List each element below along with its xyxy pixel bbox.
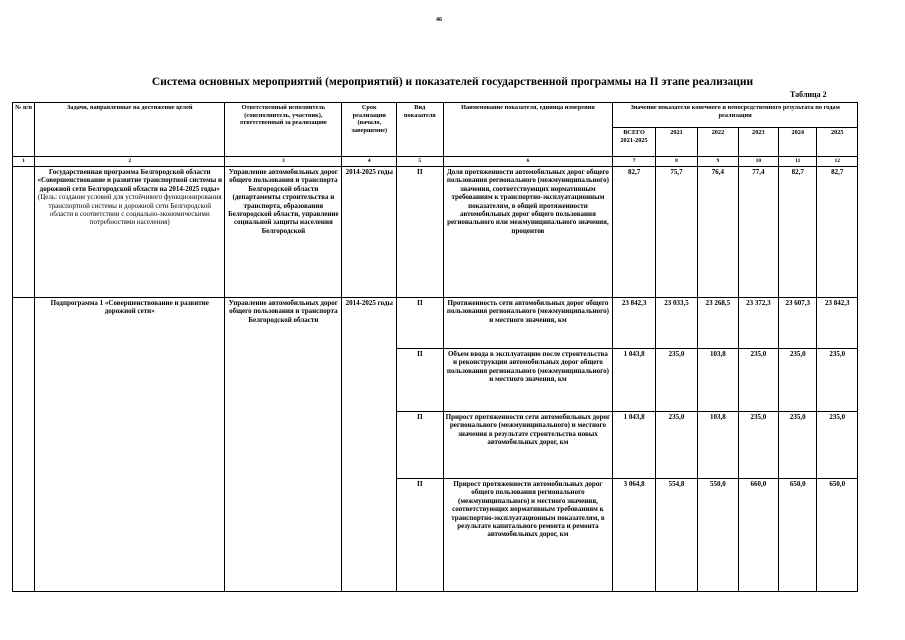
indicator-name-cell: Доля протяженности автомобильных дорог общего пользования регионального (межмуниципального) значения, соответствующих нормативным требованиям к транспортно-эксплуатационным показателям, в общей протяженности автомобильных дорог общего пользования регионального или межмуниципального значения, процентов xyxy=(443,167,613,298)
year-value: 23 033,5 xyxy=(655,298,697,349)
indicator-type-cell: П xyxy=(397,167,443,298)
program-goal: (Цель: создание условий для устойчивого функционирования транспортной системы и дорожной сети Белгородской области в соответствии с социально-экономическими потребностями населения) xyxy=(37,193,222,227)
column-number-row xyxy=(13,157,858,167)
indicator-type-cell: П xyxy=(397,479,443,592)
column-number: 4 xyxy=(342,157,397,167)
total-value: 23 842,3 xyxy=(613,298,655,349)
year-value: 235,0 xyxy=(738,412,778,479)
total-value: 1 043,8 xyxy=(613,412,655,479)
year-value: 103,8 xyxy=(698,349,738,412)
header-num: № п/п xyxy=(13,103,35,157)
header-year: 2024 xyxy=(779,128,817,157)
year-value: 235,0 xyxy=(817,412,858,479)
year-value: 650,0 xyxy=(817,479,858,592)
indicator-name-cell: Протяженность сети автомобильных дорог общего пользования регионального (межмуниципального) и местного значения, км xyxy=(443,298,613,349)
total-value: 1 043,8 xyxy=(613,349,655,412)
total-value: 82,7 xyxy=(613,167,655,298)
program-table xyxy=(12,102,858,592)
year-value: 82,7 xyxy=(779,167,817,298)
period-cell: 2014-2025 годы xyxy=(342,167,397,298)
header-indicator-name: Наименование показателя, единица измерения xyxy=(443,103,613,157)
row-num xyxy=(13,298,35,592)
column-number: 3 xyxy=(225,157,342,167)
column-number: 11 xyxy=(779,157,817,167)
column-number: 10 xyxy=(738,157,778,167)
column-number: 9 xyxy=(698,157,738,167)
year-value: 235,0 xyxy=(738,349,778,412)
header-values-group: Значение показателя конечного и непосредственного результата по годам реализации xyxy=(613,103,858,128)
header-tasks: Задачи, направленные на достижение целей xyxy=(35,103,225,157)
year-value: 82,7 xyxy=(817,167,858,298)
year-value: 75,7 xyxy=(655,167,697,298)
header-indicator-type: Вид показателя xyxy=(397,103,443,157)
year-value: 76,4 xyxy=(698,167,738,298)
total-value: 3 064,8 xyxy=(613,479,655,592)
task-cell xyxy=(35,167,225,298)
document-title: Система основных мероприятий (мероприятий) и показателей государственной программы на II этапе реализации xyxy=(151,76,754,88)
header-row-1 xyxy=(13,103,858,128)
column-number: 8 xyxy=(655,157,697,167)
year-value: 554,8 xyxy=(655,479,697,592)
subprogram-title-cell: Подпрограмма 1 «Совершенствование и развитие дорожной сети» xyxy=(35,298,225,592)
year-value: 235,0 xyxy=(779,349,817,412)
year-value: 77,4 xyxy=(738,167,778,298)
year-value: 235,0 xyxy=(655,412,697,479)
year-value: 235,0 xyxy=(655,349,697,412)
subprogram-period-cell: 2014-2025 годы xyxy=(342,298,397,592)
column-number: 6 xyxy=(443,157,613,167)
year-value: 235,0 xyxy=(779,412,817,479)
year-value: 103,8 xyxy=(698,412,738,479)
program-title: Государственная программа Белгородской области «Совершенствование и развитие транспортной системы и дорожной сети Белгородской области на 2014-2025 годы» xyxy=(37,168,223,193)
responsible-cell: Управление автомобильных дорог общего пользования и транспорта Белгородской области (департаменты строительства и транспорта, образования Белгородской области, управление социальной защиты населения Белгородской xyxy=(225,167,342,298)
indicator-name-cell: Прирост протяженности автомобильных дорог общего пользования регионального (межмуниципального) и местного значения, соответствующих нормативным требованиям к транспортно-эксплуатационным показателям, в результате капитального ремонта и ремонта автомобильных дорог, км xyxy=(443,479,613,592)
column-number: 1 xyxy=(13,157,35,167)
header-period: Срок реализации (начало, завершение) xyxy=(342,103,397,157)
year-value: 23 842,3 xyxy=(817,298,858,349)
indicator-type-cell: П xyxy=(397,298,443,349)
column-number: 5 xyxy=(397,157,443,167)
year-value: 23 372,3 xyxy=(738,298,778,349)
table-row xyxy=(13,298,858,349)
table-row xyxy=(13,167,858,298)
indicator-type-cell: П xyxy=(397,349,443,412)
column-number: 7 xyxy=(613,157,655,167)
year-value: 23 268,5 xyxy=(698,298,738,349)
indicator-name-cell: Прирост протяженности сети автомобильных дорог регионального (межмуниципального) и местного значения в результате строительства новых автомобильных дорог, км xyxy=(443,412,613,479)
header-total: ВСЕГО 2021-2025 xyxy=(613,128,655,157)
page-number: 46 xyxy=(436,17,442,23)
year-value: 650,0 xyxy=(779,479,817,592)
year-value: 235,0 xyxy=(817,349,858,412)
row-num xyxy=(13,167,35,298)
header-responsible: Ответственный исполнитель (соисполнитель, участник), ответственный за реализацию xyxy=(225,103,342,157)
indicator-type-cell: П xyxy=(397,412,443,479)
header-year: 2023 xyxy=(738,128,778,157)
year-value: 660,0 xyxy=(738,479,778,592)
header-year: 2025 xyxy=(817,128,858,157)
year-value: 550,0 xyxy=(698,479,738,592)
table-label: Таблица 2 xyxy=(790,90,827,99)
column-number: 2 xyxy=(35,157,225,167)
column-number: 12 xyxy=(817,157,858,167)
header-year: 2021 xyxy=(655,128,697,157)
year-value: 23 607,3 xyxy=(779,298,817,349)
indicator-name-cell: Объем ввода в эксплуатацию после строительства и реконструкции автомобильных дорог общего пользования регионального (межмуниципального) и местного значения, км xyxy=(443,349,613,412)
subprogram-responsible-cell: Управление автомобильных дорог общего пользования и транспорта Белгородской области xyxy=(225,298,342,592)
header-year: 2022 xyxy=(698,128,738,157)
